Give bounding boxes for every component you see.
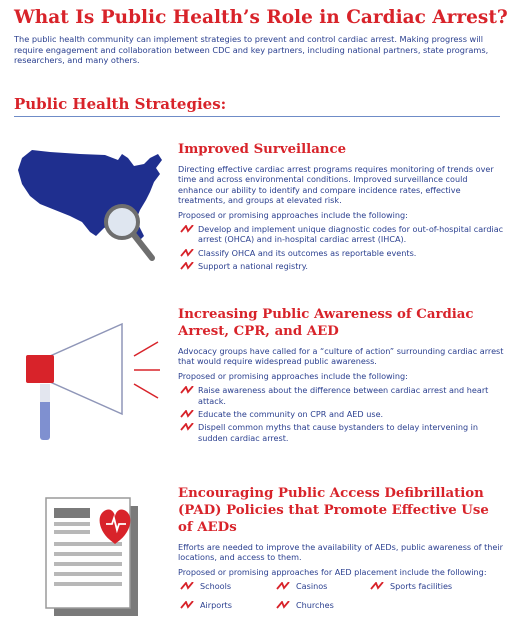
bullet-zigzag-icon <box>180 386 194 394</box>
strategy-body: Directing effective cardiac arrest programs requires monitoring of trends over time and across environmental conditions. Improved surveillance could enhance our ability to identify and compare incidence rates, effective treatments, and groups at elevated risk. <box>178 164 494 206</box>
bullet-zigzag-icon <box>180 423 194 431</box>
list-item-text: Support a national registry. <box>198 261 308 272</box>
list-item-text: Airports <box>200 599 232 610</box>
bullet-zigzag-icon <box>180 410 194 418</box>
aed-placement-list <box>178 581 504 610</box>
list-item-text: Schools <box>200 581 232 592</box>
bullet-zigzag-icon <box>276 582 290 590</box>
strategy-body: Advocacy groups have called for a “culture of action” surrounding cardiac arrest that would require widespread public awareness. <box>178 346 504 367</box>
list-item <box>274 600 368 610</box>
list-item <box>178 409 504 419</box>
us-map-icon <box>10 140 170 275</box>
list-item-text: Raise awareness about the difference between cardiac arrest and heart attack. <box>198 385 489 406</box>
list-item <box>178 600 274 610</box>
strategy-lead: Proposed or promising approaches include the following: <box>178 370 408 381</box>
magnifying-glass-icon <box>106 206 152 258</box>
list-item-text: Sports facilities <box>390 581 453 592</box>
list-item-text: Casinos <box>296 581 328 592</box>
list-item-text: Churches <box>296 599 334 610</box>
strategy-improved-surveillance <box>178 141 504 275</box>
strategy-pad-policies <box>178 485 504 610</box>
strategy-lead: Proposed or promising approaches for AED placement include the following: <box>178 566 487 577</box>
strategies-heading: Public Health Strategies: <box>14 95 227 113</box>
bullet-zigzag-icon <box>180 225 194 233</box>
strategy-heading: Improved Surveillance <box>178 142 347 157</box>
bullet-zigzag-icon <box>276 601 290 609</box>
bullet-zigzag-icon <box>180 249 194 257</box>
list-item-text: Dispell common myths that cause bystanders to delay intervening in sudden cardiac arrest. <box>198 422 479 443</box>
list-item <box>178 248 504 258</box>
strategy-body: Efforts are needed to improve the availability of AEDs, public awareness of their locations, and access to them. <box>178 542 503 563</box>
list-item <box>368 581 488 591</box>
document-heart-icon <box>40 492 150 622</box>
megaphone-icon <box>18 318 168 448</box>
list-item <box>178 261 504 271</box>
strategy-lead: Proposed or promising approaches include the following: <box>178 209 408 220</box>
list-item <box>178 422 504 443</box>
bullet-zigzag-icon <box>180 601 194 609</box>
list-item-text: Educate the community on CPR and AED use. <box>198 409 384 420</box>
bullet-zigzag-icon <box>180 262 194 270</box>
page-title: What Is Public Health’s Role in Cardiac Arrest? <box>14 7 508 28</box>
list-item <box>178 385 504 406</box>
bullet-zigzag-icon <box>370 582 384 590</box>
intro-paragraph: The public health community can implement strategies to prevent and control cardiac arrest. Making progress will require engagement and collaboration between CDC and key partners, including national partners, state programs, researchers, and many others. <box>14 34 489 66</box>
strategy-heading: Increasing Public Awareness of Cardiac Arrest, CPR, and AED <box>178 307 474 339</box>
list-item-text: Classify OHCA and its outcomes as reportable events. <box>198 247 417 258</box>
bullet-zigzag-icon <box>180 582 194 590</box>
list-item <box>178 581 274 591</box>
list-item <box>274 581 368 591</box>
list-item <box>178 224 504 245</box>
strategy-heading: Encouraging Public Access Defibrillation (PAD) Policies that Promote Effective Use of AEDs <box>178 486 489 535</box>
list-item-text: Develop and implement unique diagnostic codes for out-of-hospital cardiac arrest (OHCA) and in-hospital cardiac arrest (IHCA). <box>198 224 504 245</box>
strategy-public-awareness <box>178 306 504 446</box>
section-divider <box>14 116 500 117</box>
